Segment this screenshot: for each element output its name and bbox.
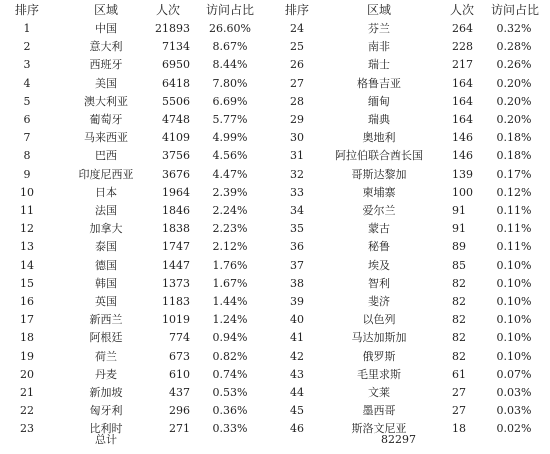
left-share-cell: 2.39% <box>212 185 248 199</box>
right-region-cell: 南非 <box>368 40 390 54</box>
left-visits-cell: 4748 <box>162 113 190 126</box>
left-visits-cell: 1019 <box>162 313 190 327</box>
left-share-cell: 1.76% <box>212 258 248 272</box>
right-share-cell: 0.11% <box>496 240 532 254</box>
right-rank-cell: 30 <box>290 131 304 145</box>
right-visits-cell: 164 <box>452 76 473 90</box>
left-region-cell: 中国 <box>95 22 117 35</box>
header-share-right: 访问占比 <box>490 3 539 17</box>
right-rank-cell: 35 <box>290 222 304 236</box>
left-visits-cell: 1964 <box>162 185 190 199</box>
right-share-cell: 0.10% <box>496 276 532 290</box>
right-region-cell: 马达加斯加 <box>351 331 407 345</box>
left-rank-cell: 15 <box>20 276 34 290</box>
left-share-cell: 0.53% <box>212 386 248 399</box>
right-visits-cell: 61 <box>452 367 466 381</box>
left-rank-cell: 7 <box>23 131 31 145</box>
table-row <box>0 348 550 366</box>
left-rank-cell: 5 <box>23 94 31 108</box>
left-region-cell: 阿根廷 <box>89 331 123 345</box>
right-visits-cell: 91 <box>452 204 466 217</box>
right-visits-cell: 18 <box>452 422 466 436</box>
left-visits-cell: 774 <box>169 331 190 345</box>
right-region-cell: 格鲁吉亚 <box>357 76 401 90</box>
right-share-cell: 0.18% <box>496 131 532 145</box>
left-region-cell: 比利时 <box>89 422 123 436</box>
left-share-cell: 0.33% <box>212 422 248 436</box>
right-share-cell: 0.10% <box>496 258 532 272</box>
left-share-cell: 0.36% <box>212 404 248 418</box>
left-rank-cell: 6 <box>23 113 31 126</box>
table-row <box>0 329 550 347</box>
table-row <box>0 111 550 129</box>
right-share-cell: 0.26% <box>496 58 532 72</box>
left-visits-cell: 296 <box>169 404 190 418</box>
right-region-cell: 蒙古 <box>368 222 390 236</box>
left-visits-cell: 6418 <box>162 76 190 90</box>
table-row <box>0 366 550 384</box>
left-region-cell: 日本 <box>95 185 117 199</box>
right-rank-cell: 27 <box>290 76 304 90</box>
right-visits-cell: 82 <box>452 331 466 345</box>
table-row <box>0 293 550 311</box>
header-region-right: 区域 <box>366 3 391 17</box>
table-header <box>0 1 550 19</box>
left-visits-cell: 6950 <box>162 58 190 72</box>
table-row <box>0 38 550 56</box>
header-visits-right: 人次 <box>449 3 474 17</box>
right-visits-cell: 27 <box>452 404 466 418</box>
left-rank-cell: 21 <box>20 386 34 399</box>
right-rank-cell: 40 <box>290 313 304 327</box>
left-visits-cell: 5506 <box>162 94 190 108</box>
right-region-cell: 瑞典 <box>368 113 390 126</box>
right-rank-cell: 33 <box>290 185 304 199</box>
left-visits-cell: 4109 <box>162 131 190 145</box>
left-visits-cell: 21893 <box>155 22 190 35</box>
left-region-cell: 荷兰 <box>95 349 117 363</box>
right-share-cell: 0.03% <box>496 404 532 418</box>
left-share-cell: 7.80% <box>212 76 248 90</box>
left-visits-cell: 1747 <box>162 240 190 254</box>
left-visits-cell: 437 <box>169 386 190 399</box>
right-region-cell: 墨西哥 <box>362 404 396 418</box>
right-region-cell: 芬兰 <box>368 22 390 35</box>
right-region-cell: 缅甸 <box>368 94 390 108</box>
left-rank-cell: 9 <box>23 167 31 181</box>
left-rank-cell: 8 <box>23 149 31 163</box>
left-region-cell: 印度尼西亚 <box>78 167 134 181</box>
right-rank-cell: 46 <box>290 422 304 436</box>
table-row <box>0 93 550 111</box>
left-share-cell: 26.60% <box>209 22 251 35</box>
right-visits-cell: 82 <box>452 349 466 363</box>
right-region-cell: 文莱 <box>368 386 390 399</box>
left-visits-cell: 673 <box>169 349 190 363</box>
right-visits-cell: 27 <box>452 386 466 399</box>
right-region-cell: 斯洛文尼亚 <box>351 422 407 436</box>
left-region-cell: 意大利 <box>89 40 123 54</box>
left-region-cell: 丹麦 <box>95 367 117 381</box>
left-rank-cell: 14 <box>20 258 34 272</box>
right-rank-cell: 28 <box>290 94 304 108</box>
left-region-cell: 新西兰 <box>89 313 123 327</box>
total-value: 82297 <box>381 433 416 446</box>
left-region-cell: 韩国 <box>95 276 117 290</box>
right-rank-cell: 29 <box>290 113 304 126</box>
left-visits-cell: 271 <box>169 422 190 436</box>
left-share-cell: 2.23% <box>212 222 248 236</box>
right-region-cell: 智利 <box>368 276 390 290</box>
right-region-cell: 柬埔寨 <box>362 185 396 199</box>
table-row <box>0 20 550 38</box>
right-share-cell: 0.10% <box>496 331 532 345</box>
left-visits-cell: 1373 <box>162 276 190 290</box>
right-visits-cell: 164 <box>452 94 473 108</box>
table-row <box>0 75 550 93</box>
total-row <box>0 431 550 449</box>
right-region-cell: 俄罗斯 <box>362 349 396 363</box>
right-rank-cell: 38 <box>290 276 304 290</box>
header-region-left: 区域 <box>93 3 118 17</box>
right-rank-cell: 26 <box>290 58 304 72</box>
left-rank-cell: 19 <box>20 349 34 363</box>
table-row <box>0 275 550 293</box>
left-rank-cell: 11 <box>20 204 34 217</box>
left-visits-cell: 1838 <box>162 222 190 236</box>
right-share-cell: 0.20% <box>496 76 532 90</box>
table-row <box>0 129 550 147</box>
right-region-cell: 以色列 <box>362 313 396 327</box>
right-rank-cell: 25 <box>290 40 304 54</box>
left-region-cell: 法国 <box>95 204 117 217</box>
right-rank-cell: 37 <box>290 258 304 272</box>
table-row <box>0 402 550 420</box>
left-share-cell: 8.44% <box>212 58 248 72</box>
left-region-cell: 新加坡 <box>89 386 123 399</box>
header-visits-left: 人次 <box>155 3 180 17</box>
table-row <box>0 238 550 256</box>
right-region-cell: 哥斯达黎加 <box>351 167 407 181</box>
left-share-cell: 4.56% <box>212 149 248 163</box>
right-visits-cell: 146 <box>452 149 473 163</box>
header-share-left: 访问占比 <box>205 3 254 17</box>
left-region-cell: 匈牙利 <box>89 404 123 418</box>
table-row <box>0 220 550 238</box>
left-rank-cell: 22 <box>20 404 34 418</box>
right-rank-cell: 43 <box>290 367 304 381</box>
right-rank-cell: 36 <box>290 240 304 254</box>
left-visits-cell: 1846 <box>162 204 190 217</box>
left-share-cell: 2.24% <box>212 204 248 217</box>
right-rank-cell: 32 <box>290 167 304 181</box>
left-rank-cell: 13 <box>20 240 34 254</box>
right-share-cell: 0.03% <box>496 386 532 399</box>
right-region-cell: 阿拉伯联合酋长国 <box>335 149 423 163</box>
left-share-cell: 0.74% <box>212 367 248 381</box>
left-region-cell: 加拿大 <box>89 222 123 236</box>
left-rank-cell: 12 <box>20 222 34 236</box>
left-share-cell: 1.44% <box>212 295 248 308</box>
right-visits-cell: 264 <box>452 22 473 35</box>
table-row <box>0 147 550 165</box>
left-share-cell: 0.82% <box>212 349 248 363</box>
left-visits-cell: 3756 <box>162 149 190 163</box>
table-row <box>0 202 550 220</box>
right-visits-cell: 217 <box>452 58 473 72</box>
right-visits-cell: 91 <box>452 222 466 236</box>
left-rank-cell: 20 <box>20 367 34 381</box>
right-visits-cell: 164 <box>452 113 473 126</box>
table-row <box>0 56 550 74</box>
left-share-cell: 4.47% <box>212 167 248 181</box>
left-share-cell: 5.77% <box>212 113 248 126</box>
right-visits-cell: 228 <box>452 40 473 54</box>
right-rank-cell: 42 <box>290 349 304 363</box>
right-share-cell: 0.28% <box>496 40 532 54</box>
right-region-cell: 毛里求斯 <box>357 367 401 381</box>
left-rank-cell: 16 <box>20 295 34 308</box>
left-rank-cell: 18 <box>20 331 34 345</box>
header-rank-right: 排序 <box>284 3 309 17</box>
right-share-cell: 0.12% <box>496 185 532 199</box>
right-region-cell: 爱尔兰 <box>362 204 396 217</box>
left-visits-cell: 3676 <box>162 167 190 181</box>
right-rank-cell: 31 <box>290 149 304 163</box>
right-visits-cell: 82 <box>452 295 466 308</box>
left-rank-cell: 17 <box>20 313 34 327</box>
right-share-cell: 0.10% <box>496 313 532 327</box>
left-rank-cell: 3 <box>23 58 31 72</box>
right-visits-cell: 100 <box>452 185 473 199</box>
left-visits-cell: 1447 <box>162 258 190 272</box>
left-rank-cell: 1 <box>23 22 31 35</box>
right-share-cell: 0.10% <box>496 295 532 308</box>
left-rank-cell: 23 <box>20 422 34 436</box>
left-rank-cell: 2 <box>23 40 31 54</box>
right-share-cell: 0.11% <box>496 204 532 217</box>
right-region-cell: 奥地利 <box>362 131 396 145</box>
right-visits-cell: 82 <box>452 276 466 290</box>
left-region-cell: 德国 <box>95 258 117 272</box>
right-rank-cell: 34 <box>290 204 304 217</box>
left-visits-cell: 1183 <box>162 295 190 308</box>
total-label: 总计 <box>95 433 117 446</box>
left-share-cell: 4.99% <box>212 131 248 145</box>
left-visits-cell: 7134 <box>162 40 190 54</box>
right-region-cell: 秘鲁 <box>368 240 390 254</box>
left-region-cell: 泰国 <box>95 240 117 254</box>
right-rank-cell: 39 <box>290 295 304 308</box>
right-share-cell: 0.02% <box>496 422 532 436</box>
right-rank-cell: 44 <box>290 386 304 399</box>
right-share-cell: 0.10% <box>496 349 532 363</box>
right-rank-cell: 45 <box>290 404 304 418</box>
left-share-cell: 1.24% <box>212 313 248 327</box>
right-visits-cell: 85 <box>452 258 466 272</box>
right-visits-cell: 82 <box>452 313 466 327</box>
right-share-cell: 0.18% <box>496 149 532 163</box>
left-region-cell: 西班牙 <box>89 58 123 72</box>
table-row <box>0 257 550 275</box>
left-rank-cell: 4 <box>23 76 31 90</box>
table-row <box>0 166 550 184</box>
left-share-cell: 6.69% <box>212 94 248 108</box>
left-share-cell: 2.12% <box>212 240 248 254</box>
right-region-cell: 埃及 <box>368 258 390 272</box>
left-visits-cell: 610 <box>169 367 190 381</box>
left-share-cell: 0.94% <box>212 331 248 345</box>
left-share-cell: 8.67% <box>212 40 248 54</box>
table-row <box>0 311 550 329</box>
right-visits-cell: 146 <box>452 131 473 145</box>
left-rank-cell: 10 <box>20 185 34 199</box>
left-region-cell: 巴西 <box>95 149 117 163</box>
left-share-cell: 1.67% <box>212 276 248 290</box>
left-region-cell: 英国 <box>95 295 117 308</box>
right-region-cell: 斐济 <box>368 295 390 308</box>
left-region-cell: 美国 <box>95 76 117 90</box>
right-share-cell: 0.11% <box>496 222 532 236</box>
right-share-cell: 0.32% <box>496 22 532 35</box>
right-rank-cell: 41 <box>290 331 304 345</box>
right-share-cell: 0.07% <box>496 367 532 381</box>
left-region-cell: 马来西亚 <box>84 131 128 145</box>
right-share-cell: 0.17% <box>496 167 532 181</box>
right-share-cell: 0.20% <box>496 113 532 126</box>
left-region-cell: 葡萄牙 <box>89 113 123 126</box>
left-region-cell: 澳大利亚 <box>84 94 128 108</box>
right-rank-cell: 24 <box>290 22 304 35</box>
right-share-cell: 0.20% <box>496 94 532 108</box>
right-visits-cell: 89 <box>452 240 466 254</box>
table-row <box>0 184 550 202</box>
right-region-cell: 瑞士 <box>368 58 390 72</box>
header-rank-left: 排序 <box>14 3 39 17</box>
right-visits-cell: 139 <box>452 167 473 181</box>
table-row <box>0 384 550 402</box>
